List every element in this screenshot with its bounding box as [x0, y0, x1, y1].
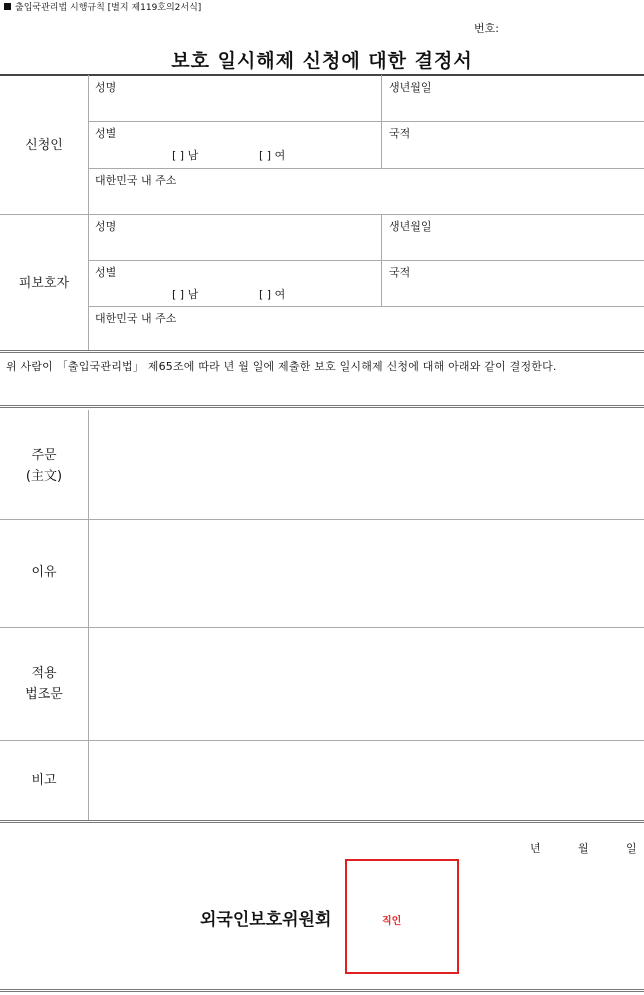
protected-sex-label: 성별: [95, 266, 117, 279]
date-year-label: 년: [530, 842, 541, 855]
order-label: [0, 445, 88, 487]
order-label-ko: 주문: [31, 448, 57, 463]
applicant-birth-label: 생년월일: [389, 81, 432, 94]
form-reference-note: [4, 0, 201, 13]
applicant-sex-label: 성별: [95, 127, 117, 140]
applicant-nationality-label: 국적: [389, 127, 411, 140]
reason-label: 이유: [31, 565, 57, 580]
decision-top-border: [0, 405, 644, 408]
official-seal-box: [345, 859, 459, 974]
order-label-hanja: (主文): [25, 469, 63, 484]
law-row-divider: [0, 740, 644, 741]
applicant-row-divider-1: [88, 121, 644, 122]
signature-top-border: [0, 820, 644, 823]
protected-address-label: 대한민국 내 주소: [95, 312, 177, 325]
protected-name-label: 성명: [95, 220, 117, 233]
applicable-law-label-1: 적용: [31, 666, 57, 681]
applicant-address-label: 대한민국 내 주소: [95, 174, 177, 187]
date-day-label: 일: [626, 842, 637, 855]
reason-row-divider: [0, 627, 644, 628]
official-seal-label: 직인: [382, 916, 402, 927]
square-bullet-icon: [4, 3, 11, 10]
applicant-divider: [88, 75, 89, 214]
protected-row-divider-1: [88, 260, 644, 261]
order-row-divider: [0, 519, 644, 520]
document-bottom-border: [0, 989, 644, 992]
protected-nationality-label: 국적: [389, 266, 411, 279]
applicant-female-checkbox[interactable]: [ ] 여: [259, 149, 286, 162]
document-title: 보호 일시해제 신청에 대한 결정서: [171, 50, 473, 72]
decision-statement: 위 사람이 「출입국관리법」 제65조에 따라 년 월 일에 제출한 보호 일시해제 신청에 대해 아래와 같이 결정한다.: [6, 360, 557, 373]
protected-female-checkbox[interactable]: [ ] 여: [259, 288, 286, 301]
statement-top-border: [0, 350, 644, 353]
remarks-label: 비고: [31, 773, 57, 788]
protected-person-section-label: 피보호자: [18, 276, 70, 291]
document-number-label: 번호:: [474, 22, 499, 35]
applicant-section-label: 신청인: [25, 138, 63, 153]
form-reference-text: 출입국관리법 시행규칙 [별지 제119호의2서식]: [15, 3, 202, 13]
applicable-law-label: [0, 663, 88, 705]
protected-birth-label: 생년월일: [389, 220, 432, 233]
protected-row-divider-2: [88, 306, 644, 307]
applicant-row-divider-2: [88, 168, 644, 169]
section-divider: [0, 214, 644, 215]
protected-male-checkbox[interactable]: [ ] 남: [172, 288, 199, 301]
applicant-male-checkbox[interactable]: [ ] 남: [172, 149, 199, 162]
applicable-law-label-2: 법조문: [25, 687, 63, 702]
date-month-label: 월: [578, 842, 589, 855]
table-top-border: [0, 74, 644, 76]
committee-name: 외국인보호위원회: [200, 910, 332, 930]
protected-divider: [88, 215, 89, 351]
decision-label-divider: [88, 410, 89, 821]
applicant-name-label: 성명: [95, 81, 117, 94]
